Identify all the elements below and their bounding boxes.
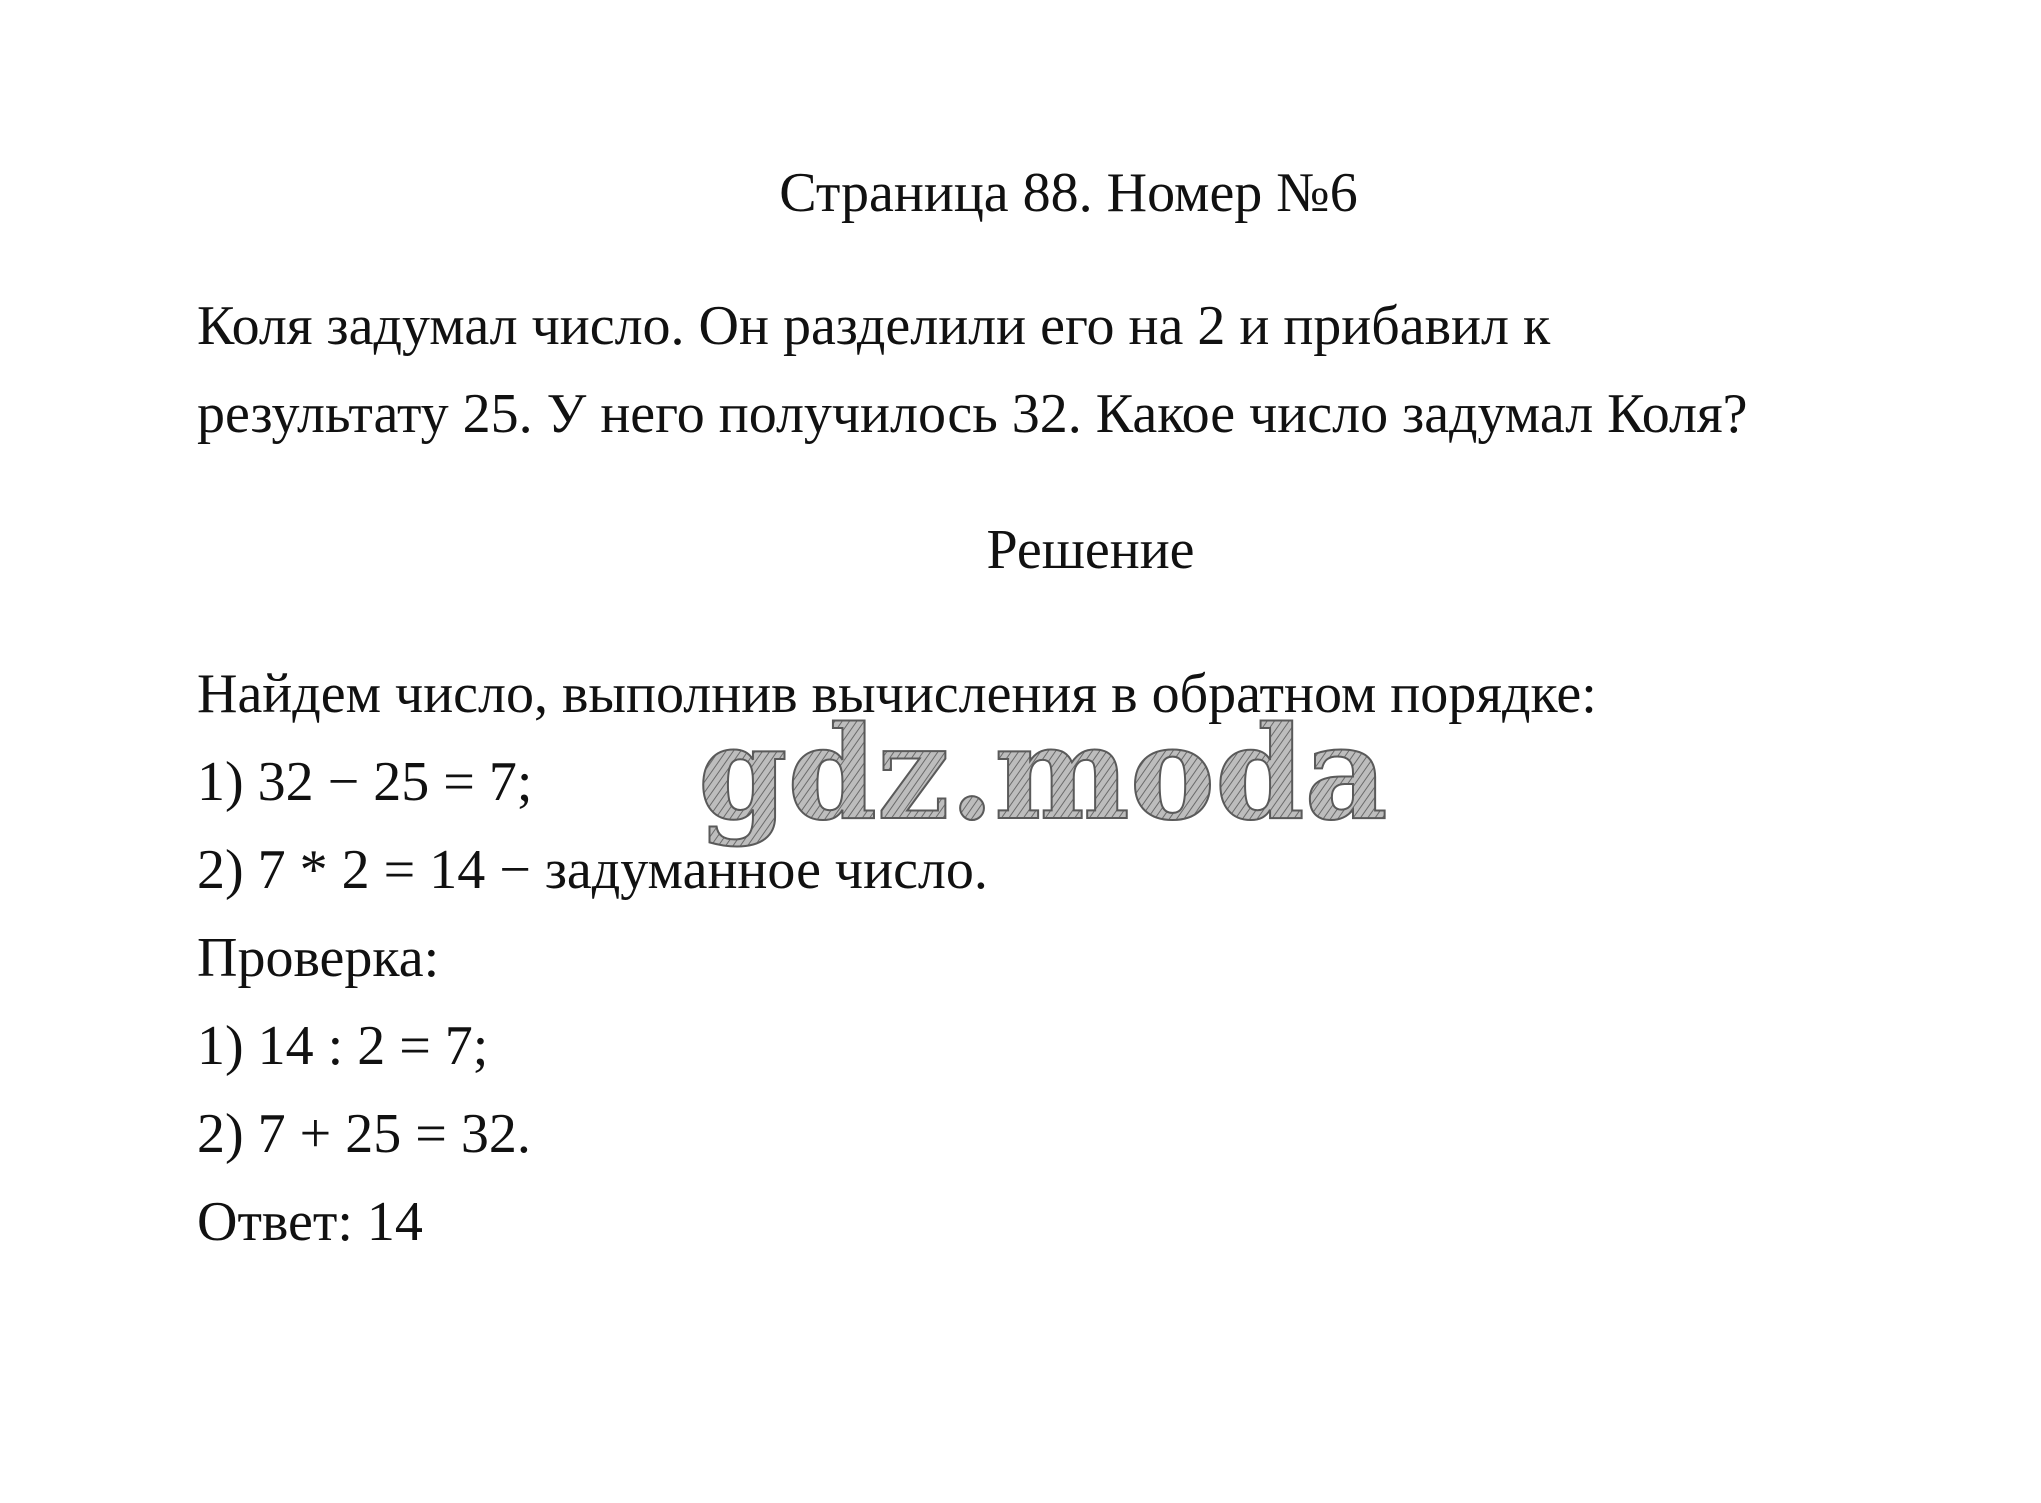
solution-heading-text: Решение <box>986 519 1195 581</box>
solution-step-1: 1) 32 − 25 = 7; <box>197 751 533 813</box>
check-step-2: 2) 7 + 25 = 32. <box>197 1103 531 1165</box>
answer-line: Ответ: 14 <box>197 1191 423 1253</box>
solution-intro: Найдем число, выполнив вычисления в обратном порядке: <box>197 663 1597 725</box>
watermark-logo <box>690 699 1388 858</box>
check-step-1: 1) 14 : 2 = 7; <box>197 1015 489 1077</box>
problem-statement <box>197 282 1917 458</box>
solution-step-2: 2) 7 * 2 = 14 − задуманное число. <box>197 839 988 901</box>
problem-line-1: Коля задумал число. Он разделили его на 2 и прибавил к <box>197 295 1551 357</box>
solution-heading <box>0 515 2041 585</box>
problem-line-2: результату 25. У него получилось 32. Какое число задумал Коля? <box>197 383 1748 445</box>
page-title <box>0 158 2041 228</box>
page-title-text: Страница 88. Номер №6 <box>779 162 1358 224</box>
check-heading: Проверка: <box>197 927 440 989</box>
watermark-text: gdz.moda <box>698 699 1388 849</box>
